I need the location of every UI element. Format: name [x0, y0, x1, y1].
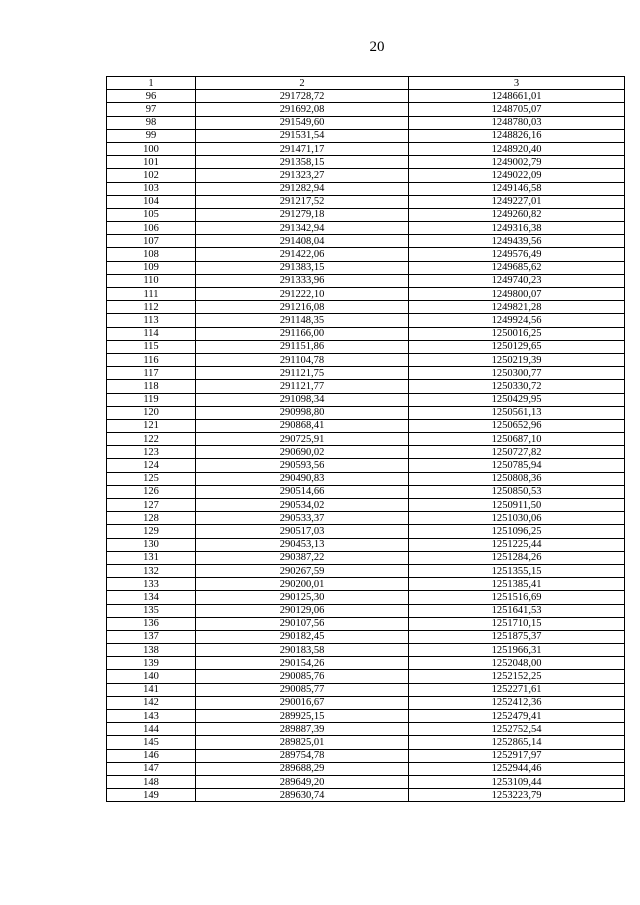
cell-coordinate-x: 289630,74: [196, 789, 409, 802]
cell-point-number: 129: [107, 525, 196, 538]
cell-point-number: 111: [107, 288, 196, 301]
coordinates-table: [106, 76, 625, 802]
cell-coordinate-x: 289754,78: [196, 749, 409, 762]
cell-coordinate-x: 291471,17: [196, 142, 409, 155]
table-row: [107, 261, 625, 274]
cell-coordinate-y: 1250429,95: [409, 393, 625, 406]
cell-coordinate-x: 290453,13: [196, 538, 409, 551]
cell-point-number: 127: [107, 499, 196, 512]
table-row: [107, 222, 625, 235]
cell-coordinate-y: 1249924,56: [409, 314, 625, 327]
cell-coordinate-y: 1249685,62: [409, 261, 625, 274]
cell-point-number: 124: [107, 459, 196, 472]
cell-point-number: 148: [107, 775, 196, 788]
cell-coordinate-y: 1252271,61: [409, 683, 625, 696]
cell-coordinate-x: 291383,15: [196, 261, 409, 274]
cell-coordinate-y: 1251641,53: [409, 604, 625, 617]
table-row: [107, 538, 625, 551]
header-col-2: 2: [196, 77, 409, 90]
cell-coordinate-x: 291282,94: [196, 182, 409, 195]
cell-coordinate-y: 1251385,41: [409, 578, 625, 591]
table-row: [107, 380, 625, 393]
table-row: [107, 142, 625, 155]
table-row: [107, 644, 625, 657]
cell-coordinate-y: 1249227,01: [409, 195, 625, 208]
table-row: [107, 90, 625, 103]
cell-point-number: 139: [107, 657, 196, 670]
cell-coordinate-x: 290998,80: [196, 406, 409, 419]
cell-coordinate-y: 1249002,79: [409, 156, 625, 169]
cell-coordinate-x: 290267,59: [196, 564, 409, 577]
cell-coordinate-x: 290387,22: [196, 551, 409, 564]
cell-coordinate-x: 291104,78: [196, 353, 409, 366]
cell-coordinate-x: 290593,56: [196, 459, 409, 472]
table-row: [107, 670, 625, 683]
table-row: [107, 446, 625, 459]
cell-point-number: 102: [107, 169, 196, 182]
cell-coordinate-x: 291323,27: [196, 169, 409, 182]
cell-point-number: 96: [107, 90, 196, 103]
table-row: [107, 749, 625, 762]
header-col-3: 3: [409, 77, 625, 90]
cell-point-number: 100: [107, 142, 196, 155]
table-row: [107, 195, 625, 208]
cell-coordinate-y: 1250219,39: [409, 353, 625, 366]
cell-coordinate-y: 1252412,36: [409, 696, 625, 709]
header-row: [107, 77, 625, 90]
table-row: [107, 353, 625, 366]
cell-point-number: 114: [107, 327, 196, 340]
cell-coordinate-x: 291166,00: [196, 327, 409, 340]
table-row: [107, 208, 625, 221]
cell-coordinate-y: 1251355,15: [409, 564, 625, 577]
cell-point-number: 103: [107, 182, 196, 195]
cell-point-number: 97: [107, 103, 196, 116]
cell-coordinate-x: 289887,39: [196, 723, 409, 736]
cell-coordinate-y: 1250785,94: [409, 459, 625, 472]
cell-point-number: 131: [107, 551, 196, 564]
cell-point-number: 113: [107, 314, 196, 327]
table-row: [107, 710, 625, 723]
cell-coordinate-y: 1249146,58: [409, 182, 625, 195]
cell-coordinate-x: 290085,76: [196, 670, 409, 683]
cell-point-number: 108: [107, 248, 196, 261]
cell-coordinate-y: 1249439,56: [409, 235, 625, 248]
cell-coordinate-y: 1250808,36: [409, 472, 625, 485]
cell-coordinate-x: 290725,91: [196, 433, 409, 446]
cell-coordinate-x: 291342,94: [196, 222, 409, 235]
cell-coordinate-x: 291358,15: [196, 156, 409, 169]
table-row: [107, 499, 625, 512]
cell-coordinate-y: 1251875,37: [409, 630, 625, 643]
cell-point-number: 126: [107, 485, 196, 498]
cell-coordinate-x: 290129,06: [196, 604, 409, 617]
cell-coordinate-x: 290514,66: [196, 485, 409, 498]
cell-point-number: 147: [107, 762, 196, 775]
cell-point-number: 115: [107, 340, 196, 353]
cell-coordinate-y: 1251516,69: [409, 591, 625, 604]
table-row: [107, 301, 625, 314]
cell-point-number: 144: [107, 723, 196, 736]
cell-coordinate-y: 1248826,16: [409, 129, 625, 142]
cell-point-number: 143: [107, 710, 196, 723]
cell-coordinate-y: 1250016,25: [409, 327, 625, 340]
cell-coordinate-x: 291408,04: [196, 235, 409, 248]
cell-point-number: 132: [107, 564, 196, 577]
cell-point-number: 125: [107, 472, 196, 485]
cell-coordinate-x: 290182,45: [196, 630, 409, 643]
cell-point-number: 135: [107, 604, 196, 617]
cell-coordinate-y: 1249576,49: [409, 248, 625, 261]
table-row: [107, 314, 625, 327]
table-row: [107, 459, 625, 472]
table-row: [107, 525, 625, 538]
page-number: 20: [369, 39, 385, 55]
cell-point-number: 141: [107, 683, 196, 696]
table-row: [107, 340, 625, 353]
cell-point-number: 121: [107, 419, 196, 432]
cell-coordinate-y: 1250911,50: [409, 499, 625, 512]
cell-coordinate-y: 1249260,82: [409, 208, 625, 221]
cell-coordinate-x: 291148,35: [196, 314, 409, 327]
cell-coordinate-y: 1251225,44: [409, 538, 625, 551]
cell-coordinate-y: 1248705,07: [409, 103, 625, 116]
cell-point-number: 118: [107, 380, 196, 393]
cell-point-number: 145: [107, 736, 196, 749]
table-row: [107, 103, 625, 116]
table-row: [107, 327, 625, 340]
table-row: [107, 591, 625, 604]
cell-point-number: 105: [107, 208, 196, 221]
table-row: [107, 406, 625, 419]
cell-point-number: 109: [107, 261, 196, 274]
cell-coordinate-y: 1250850,53: [409, 485, 625, 498]
cell-coordinate-x: 291098,34: [196, 393, 409, 406]
cell-coordinate-x: 290154,26: [196, 657, 409, 670]
cell-coordinate-x: 291728,72: [196, 90, 409, 103]
cell-coordinate-x: 290690,02: [196, 446, 409, 459]
table-body: [107, 90, 625, 802]
cell-coordinate-y: 1253109,44: [409, 775, 625, 788]
cell-coordinate-x: 290016,67: [196, 696, 409, 709]
cell-coordinate-y: 1252152,25: [409, 670, 625, 683]
cell-point-number: 107: [107, 235, 196, 248]
table-row: [107, 512, 625, 525]
cell-point-number: 137: [107, 630, 196, 643]
cell-coordinate-y: 1251096,25: [409, 525, 625, 538]
cell-coordinate-x: 290125,30: [196, 591, 409, 604]
table-row: [107, 617, 625, 630]
cell-coordinate-y: 1252944,46: [409, 762, 625, 775]
cell-coordinate-x: 290183,58: [196, 644, 409, 657]
table-header: [107, 77, 625, 90]
cell-coordinate-x: 291692,08: [196, 103, 409, 116]
cell-coordinate-x: 289925,15: [196, 710, 409, 723]
cell-coordinate-x: 290200,01: [196, 578, 409, 591]
cell-point-number: 99: [107, 129, 196, 142]
cell-coordinate-x: 289688,29: [196, 762, 409, 775]
cell-coordinate-x: 290533,37: [196, 512, 409, 525]
cell-coordinate-y: 1248920,40: [409, 142, 625, 155]
cell-coordinate-y: 1250129,65: [409, 340, 625, 353]
cell-coordinate-y: 1249740,23: [409, 274, 625, 287]
table-row: [107, 367, 625, 380]
cell-point-number: 106: [107, 222, 196, 235]
table-row: [107, 723, 625, 736]
cell-coordinate-x: 291121,77: [196, 380, 409, 393]
cell-coordinate-x: 291121,75: [196, 367, 409, 380]
cell-coordinate-y: 1250687,10: [409, 433, 625, 446]
cell-point-number: 138: [107, 644, 196, 657]
cell-coordinate-y: 1248661,01: [409, 90, 625, 103]
cell-point-number: 110: [107, 274, 196, 287]
cell-point-number: 117: [107, 367, 196, 380]
table-row: [107, 775, 625, 788]
cell-coordinate-x: 290107,56: [196, 617, 409, 630]
cell-coordinate-x: 290517,03: [196, 525, 409, 538]
table-row: [107, 182, 625, 195]
table-row: [107, 433, 625, 446]
table-row: [107, 156, 625, 169]
cell-coordinate-y: 1252479,41: [409, 710, 625, 723]
table-row: [107, 762, 625, 775]
cell-point-number: 122: [107, 433, 196, 446]
cell-coordinate-y: 1250330,72: [409, 380, 625, 393]
cell-coordinate-x: 289825,01: [196, 736, 409, 749]
cell-point-number: 112: [107, 301, 196, 314]
cell-coordinate-y: 1249800,07: [409, 288, 625, 301]
cell-point-number: 104: [107, 195, 196, 208]
cell-point-number: 149: [107, 789, 196, 802]
table-row: [107, 419, 625, 432]
cell-coordinate-y: 1248780,03: [409, 116, 625, 129]
table-row: [107, 551, 625, 564]
cell-coordinate-x: 291279,18: [196, 208, 409, 221]
cell-point-number: 98: [107, 116, 196, 129]
cell-coordinate-x: 291217,52: [196, 195, 409, 208]
table-row: [107, 696, 625, 709]
cell-point-number: 130: [107, 538, 196, 551]
table-row: [107, 683, 625, 696]
cell-point-number: 136: [107, 617, 196, 630]
table-row: [107, 578, 625, 591]
cell-point-number: 133: [107, 578, 196, 591]
cell-point-number: 120: [107, 406, 196, 419]
cell-coordinate-y: 1251710,15: [409, 617, 625, 630]
cell-point-number: 134: [107, 591, 196, 604]
cell-coordinate-y: 1249316,38: [409, 222, 625, 235]
cell-coordinate-y: 1252865,14: [409, 736, 625, 749]
cell-coordinate-y: 1250300,77: [409, 367, 625, 380]
cell-coordinate-y: 1250561,13: [409, 406, 625, 419]
table-row: [107, 657, 625, 670]
cell-coordinate-y: 1249821,28: [409, 301, 625, 314]
table-row: [107, 248, 625, 261]
cell-coordinate-x: 291333,96: [196, 274, 409, 287]
table-row: [107, 288, 625, 301]
table-row: [107, 129, 625, 142]
table-row: [107, 169, 625, 182]
cell-coordinate-y: 1253223,79: [409, 789, 625, 802]
cell-coordinate-x: 291222,10: [196, 288, 409, 301]
cell-coordinate-x: 290490,83: [196, 472, 409, 485]
cell-point-number: 119: [107, 393, 196, 406]
cell-coordinate-y: 1251284,26: [409, 551, 625, 564]
table-row: [107, 393, 625, 406]
table-row: [107, 472, 625, 485]
table-row: [107, 235, 625, 248]
cell-point-number: 116: [107, 353, 196, 366]
cell-coordinate-y: 1251966,31: [409, 644, 625, 657]
table-row: [107, 604, 625, 617]
cell-coordinate-y: 1251030,06: [409, 512, 625, 525]
cell-coordinate-y: 1252917,97: [409, 749, 625, 762]
cell-coordinate-x: 290085,77: [196, 683, 409, 696]
cell-coordinate-x: 291422,06: [196, 248, 409, 261]
cell-point-number: 142: [107, 696, 196, 709]
table-row: [107, 736, 625, 749]
cell-point-number: 146: [107, 749, 196, 762]
cell-point-number: 140: [107, 670, 196, 683]
cell-coordinate-x: 291549,60: [196, 116, 409, 129]
cell-coordinate-x: 291216,08: [196, 301, 409, 314]
cell-coordinate-y: 1252752,54: [409, 723, 625, 736]
cell-coordinate-x: 289649,20: [196, 775, 409, 788]
cell-point-number: 123: [107, 446, 196, 459]
table-row: [107, 485, 625, 498]
cell-coordinate-y: 1249022,09: [409, 169, 625, 182]
table-row: [107, 274, 625, 287]
cell-coordinate-y: 1250652,96: [409, 419, 625, 432]
cell-coordinate-x: 290868,41: [196, 419, 409, 432]
cell-coordinate-y: 1252048,00: [409, 657, 625, 670]
table-row: [107, 116, 625, 129]
cell-coordinate-y: 1250727,82: [409, 446, 625, 459]
cell-coordinate-x: 291531,54: [196, 129, 409, 142]
cell-point-number: 101: [107, 156, 196, 169]
table-row: [107, 789, 625, 802]
cell-coordinate-x: 290534,02: [196, 499, 409, 512]
cell-point-number: 128: [107, 512, 196, 525]
table-row: [107, 630, 625, 643]
table-row: [107, 564, 625, 577]
cell-coordinate-x: 291151,86: [196, 340, 409, 353]
header-col-1: 1: [107, 77, 196, 90]
